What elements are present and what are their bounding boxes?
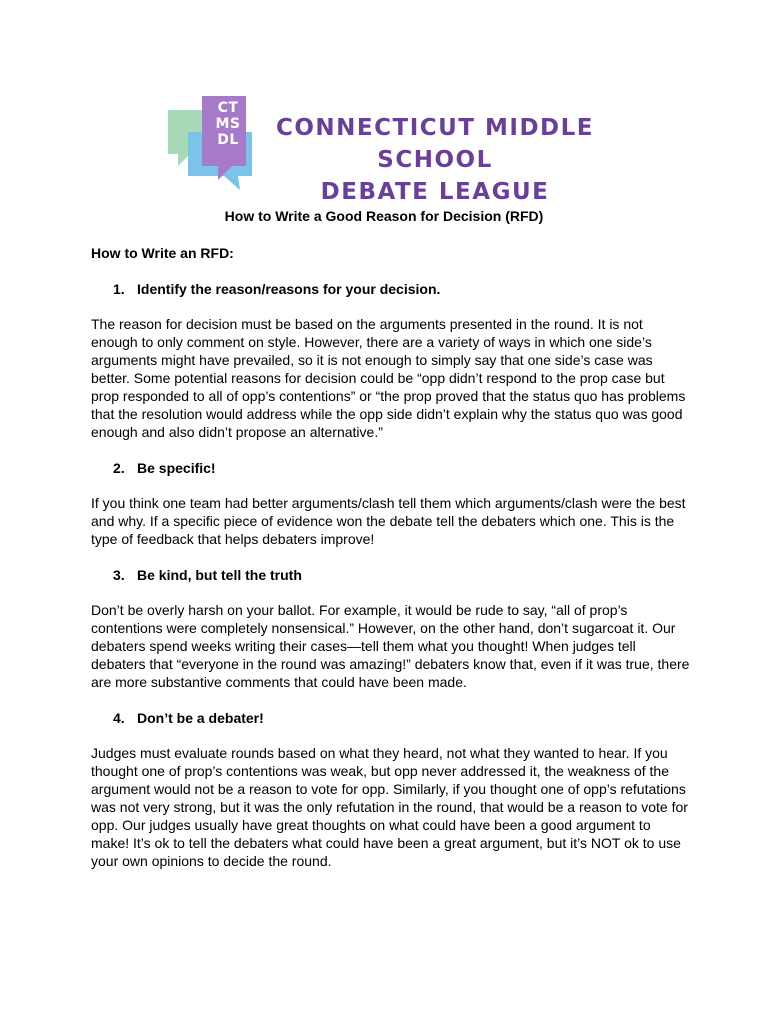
section-number: 1. (113, 281, 125, 297)
section-heading (91, 709, 691, 727)
section-number: 3. (113, 567, 125, 583)
section-paragraph: Don’t be overly harsh on your ballot. For example, it would be rude to say, “all of prop’s contentions were completely nonsensical.” However, on the other hand, don’t sugarcoat it. Our debaters spend weeks writing their cases—tell them what you thought! When judges tell debaters that “everyone in the round was amazing!” debaters know that, even if it was true, there are more substantive comments that could have been made. (91, 602, 690, 690)
subheading: How to Write an RFD: (91, 245, 234, 261)
document-body (91, 244, 691, 870)
section-title: Don’t be a debater! (137, 710, 264, 726)
section-title: Be specific! (137, 460, 216, 476)
logo-monogram (208, 100, 248, 148)
logo-line-1: CONNECTICUT MIDDLE SCHOOL (275, 115, 594, 173)
section-paragraph: The reason for decision must be based on the arguments presented in the round. It is not enough to only comment on style. However, there are a variety of ways in which one side’s arguments might have prevailed, so it is not enough to simply say that one side’s case was better. Some potential reasons for decision could be “opp didn’t respond to the prop case but prop responded to all of opp’s contentions” or “the prop proved that the status quo has problems that the resolution would address while the opp side didn’t explain why the status quo was good enough and also didn’t propose an alternative.” (91, 316, 686, 440)
logo-monogram-line: MS (215, 116, 241, 132)
logo-monogram-line: DL (217, 132, 239, 148)
logo-monogram-line: CT (217, 100, 239, 116)
section-paragraph: Judges must evaluate rounds based on what they heard, not what they wanted to hear. If you thought one of prop’s contentions was weak, but opp never addressed it, the weakness of the argument would not be a reason to vote for opp. Similarly, if you thought one of opp’s refutations was not very strong, but it was the only refutation in the round, that would be a reason to vote for opp. Our judges usually have great thoughts on what could have been a good argument to make! It’s ok to tell the debaters what could have been a great argument, but it’s NOT ok to use your own opinions to decide the round. (91, 745, 688, 869)
logo-line-2: DEBATE LEAGUE (320, 179, 550, 205)
logo-wordmark (260, 112, 610, 208)
section-number: 4. (113, 710, 125, 726)
document-title: How to Write a Good Reason for Decision (RFD) (224, 208, 544, 224)
section-heading (91, 280, 691, 298)
league-logo (160, 92, 610, 205)
section-title: Be kind, but tell the truth (137, 567, 302, 583)
section-title: Identify the reason/reasons for your decision. (137, 281, 441, 297)
section-heading (91, 459, 691, 477)
section-heading (91, 566, 691, 584)
section-number: 2. (113, 460, 125, 476)
section-paragraph: If you think one team had better arguments/clash tell them which arguments/clash were the best and why. If a specific piece of evidence won the debate tell the debaters which one. This is the type of feedback that helps debaters improve! (91, 495, 686, 547)
